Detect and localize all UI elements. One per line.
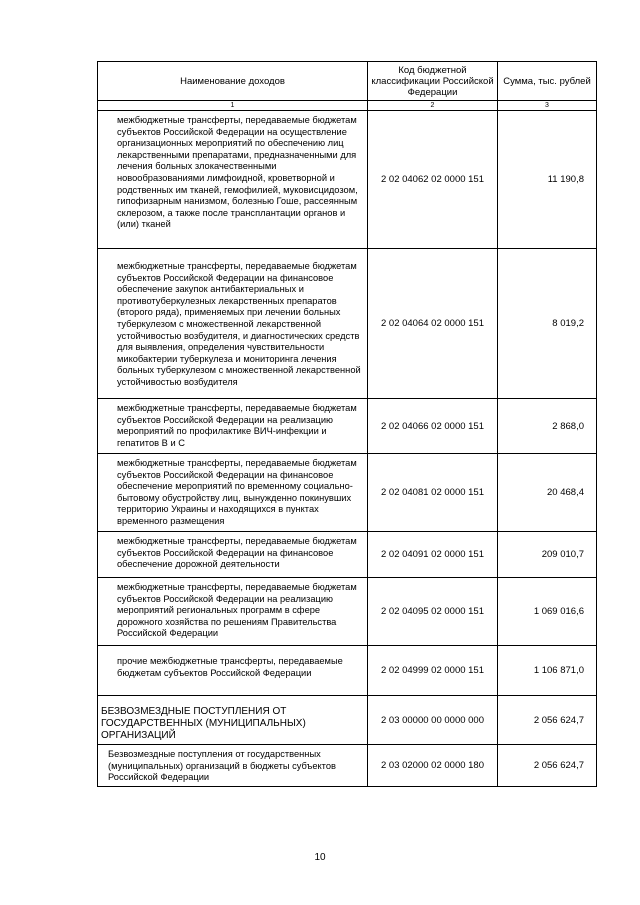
row-sum: 8 019,2 bbox=[498, 249, 597, 399]
row-code: 2 02 04064 02 0000 151 bbox=[368, 249, 498, 399]
row-name: межбюджетные трансферты, передаваемые бюджетам субъектов Российской Федерации на финансовое обеспечение мероприятий по временному социально-бытовому обустройству лиц, вынужденно покинувших территорию Украины и находящихся в пунктах временного размещения bbox=[117, 458, 357, 526]
table-row bbox=[98, 532, 597, 578]
row-code: 2 02 04091 02 0000 151 bbox=[368, 532, 498, 578]
row-code: 2 02 04066 02 0000 151 bbox=[368, 399, 498, 454]
table-row bbox=[98, 578, 597, 646]
row-sum: 209 010,7 bbox=[498, 532, 597, 578]
column-number-1: 1 bbox=[98, 101, 368, 111]
row-sum: 1 106 871,0 bbox=[498, 646, 597, 696]
row-code: 2 03 02000 02 0000 180 bbox=[368, 745, 498, 787]
row-code: 2 02 04062 02 0000 151 bbox=[368, 111, 498, 249]
column-number-row bbox=[98, 101, 597, 111]
row-sum: 2 056 624,7 bbox=[498, 745, 597, 787]
table-row bbox=[98, 399, 597, 454]
table-header-row bbox=[98, 62, 597, 101]
table-row bbox=[98, 745, 597, 787]
row-sum: 20 468,4 bbox=[498, 454, 597, 532]
row-sum: 2 868,0 bbox=[498, 399, 597, 454]
column-number-2: 2 bbox=[368, 101, 498, 111]
row-name: межбюджетные трансферты, передаваемые бюджетам субъектов Российской Федерации на финансовое обеспечение дорожной деятельности bbox=[117, 536, 357, 570]
row-name: прочие межбюджетные трансферты, передаваемые бюджетам субъектов Российской Федерации bbox=[117, 656, 343, 678]
row-name: межбюджетные трансферты, передаваемые бюджетам субъектов Российской Федерации на реализацию мероприятий региональных программ в сфере дорожного хозяйства по решениям Правительства Российской Федерации bbox=[117, 582, 357, 639]
row-name: межбюджетные трансферты, передаваемые бюджетам субъектов Российской Федерации на реализацию мероприятий по профилактике ВИЧ-инфекции и гепатитов В и С bbox=[117, 403, 357, 448]
table-row bbox=[98, 249, 597, 399]
header-sum: Сумма, тыс. рублей bbox=[498, 62, 597, 101]
column-number-3: 3 bbox=[498, 101, 597, 111]
row-code: 2 03 00000 00 0000 000 bbox=[368, 696, 498, 745]
row-code: 2 02 04081 02 0000 151 bbox=[368, 454, 498, 532]
row-code: 2 02 04999 02 0000 151 bbox=[368, 646, 498, 696]
revenue-table bbox=[97, 61, 597, 787]
row-sum: 1 069 016,6 bbox=[498, 578, 597, 646]
row-name: межбюджетные трансферты, передаваемые бюджетам субъектов Российской Федерации на финансовое обеспечение закупок антибактериальных и противотуберкулезных лекарственных препаратов (второго ряда), применяемых при лечении больных туберкулезом с множественной лекарственной устойчивостью возбудителя, и диагностических средств для выявления, определения чувствительности микобактерии туберкулеза и мониторинга лечения больных туберкулезом с множественной лекарственной устойчивостью возбудителя bbox=[117, 261, 361, 387]
row-code: 2 02 04095 02 0000 151 bbox=[368, 578, 498, 646]
row-sum: 11 190,8 bbox=[498, 111, 597, 249]
table-row bbox=[98, 111, 597, 249]
table-row bbox=[98, 696, 597, 745]
row-sum: 2 056 624,7 bbox=[498, 696, 597, 745]
page-number: 10 bbox=[314, 852, 326, 863]
table-row bbox=[98, 454, 597, 532]
row-name: межбюджетные трансферты, передаваемые бюджетам субъектов Российской Федерации на осуществление организационных мероприятий по обеспечению лиц лекарственными препаратами, предназначенными для лечения больных злокачественными новообразованиями лимфоидной, кроветворной и родственных им тканей, гемофилией, муковисцидозом, гипофизарным нанизмом, болезнью Гоше, рассеянным склерозом, а также после трансплантации органов и (или) тканей bbox=[117, 115, 358, 230]
table-row bbox=[98, 646, 597, 696]
header-name: Наименование доходов bbox=[98, 62, 368, 101]
row-name: Безвозмездные поступления от государственных (муниципальных) организаций в бюджеты субъектов Российской Федерации bbox=[108, 749, 336, 783]
header-code: Код бюджетной классификации Российской Федерации bbox=[368, 62, 498, 101]
row-name: БЕЗВОЗМЕЗДНЫЕ ПОСТУПЛЕНИЯ ОТ ГОСУДАРСТВЕННЫХ (МУНИЦИПАЛЬНЫХ) ОРГАНИЗАЦИЙ bbox=[101, 706, 306, 741]
